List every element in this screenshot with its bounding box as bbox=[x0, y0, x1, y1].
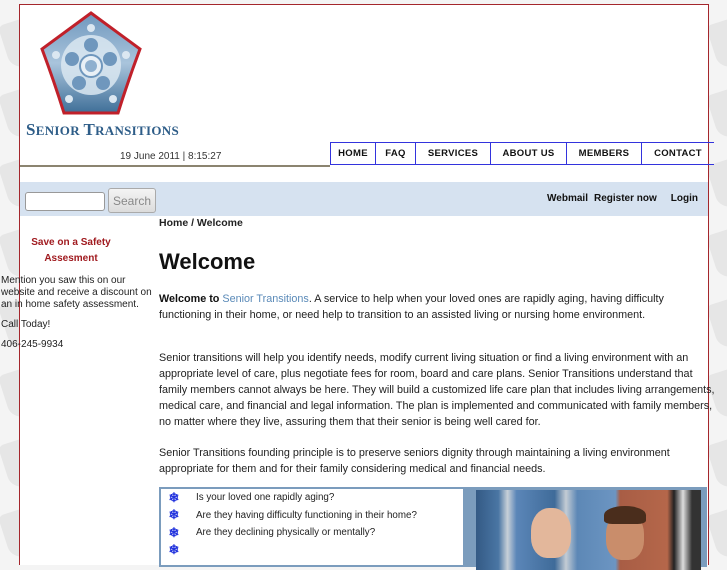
search-button[interactable]: Search bbox=[108, 188, 156, 213]
search-bar bbox=[20, 182, 708, 216]
account-links bbox=[547, 193, 698, 204]
senior-transitions-link[interactable]: Senior Transitions bbox=[222, 293, 309, 305]
promo-title[interactable]: Save on a Safety Assesment bbox=[31, 237, 111, 264]
sidebar bbox=[1, 235, 153, 351]
list-item bbox=[161, 524, 463, 542]
register-link[interactable]: Register now bbox=[593, 193, 657, 204]
question-text: Is your loved one rapidly aging? bbox=[196, 492, 335, 504]
photo-person bbox=[531, 508, 571, 558]
page-container bbox=[1, 4, 715, 565]
question-text: Are they declining physically or mentally? bbox=[196, 527, 376, 539]
snowflake-icon: ❄ bbox=[168, 542, 180, 558]
webmail-link[interactable]: Webmail bbox=[547, 193, 588, 204]
brand-name bbox=[26, 120, 179, 140]
phone-number: 406-245-9934 bbox=[1, 339, 64, 350]
list-item bbox=[161, 489, 463, 507]
brand-letter: S bbox=[26, 120, 36, 139]
promo-text: Mention you saw this on our website and receive a discount on an in home safety assessment. bbox=[1, 275, 152, 310]
brand-text: RANSITIONS bbox=[95, 123, 179, 138]
logo-icon[interactable] bbox=[36, 9, 146, 119]
nav-tab-home[interactable]: HOME bbox=[330, 143, 375, 164]
nav-tab-services[interactable]: SERVICES bbox=[415, 143, 490, 164]
principle-paragraph: Senior Transitions founding principle is to preserve seniors dignity through maintaining a living environment appropriate for them and for their family considering medical and financial needs. bbox=[159, 447, 670, 475]
snowflake-icon: ❄ bbox=[168, 524, 180, 540]
services-paragraph: Senior transitions will help you identify needs, modify current living situation or find a living environment with an appropriate level of care, plus negotiate fees for room, board and care plans. Senior Transitions understand that family members cannot always be here. They will build a customized life care plan that includes living arrangements, medical care, and financial and legal information. The plan is implemented and communicated with family members, no matter where they live, assuring them that their senior is being well cared for. bbox=[159, 352, 715, 428]
header-divider bbox=[20, 165, 330, 167]
nav-tab-faq[interactable]: FAQ bbox=[375, 143, 415, 164]
intro-text: . A service to help when your loved ones are rapidly aging, having difficulty functioning in their home, or need help to transition to an assisted living or nursing home environment. bbox=[159, 293, 664, 321]
brand-text: ENIOR bbox=[35, 123, 84, 138]
list-item bbox=[161, 507, 463, 525]
search-input[interactable] bbox=[25, 192, 105, 211]
nav-tab-contact[interactable]: CONTACT bbox=[641, 143, 714, 164]
question-text: Are they having difficulty functioning in their home? bbox=[196, 509, 417, 521]
questions-box bbox=[159, 487, 707, 567]
snowflake-icon: ❄ bbox=[168, 489, 180, 505]
list-item bbox=[161, 542, 463, 560]
nav-tab-members[interactable]: MEMBERS bbox=[566, 143, 641, 164]
snowflake-icon: ❄ bbox=[168, 507, 180, 523]
breadcrumb[interactable]: Home / Welcome bbox=[159, 217, 243, 229]
date-time: 19 June 2011 | 8:15:27 bbox=[120, 151, 222, 162]
page-title: Welcome bbox=[159, 249, 256, 274]
photo-detail bbox=[604, 506, 646, 524]
login-link[interactable]: Login bbox=[670, 193, 698, 204]
seniors-photo bbox=[476, 490, 701, 570]
intro-bold: Welcome to bbox=[159, 293, 223, 305]
questions-list bbox=[161, 489, 463, 565]
nav-tab-about-us[interactable]: ABOUT US bbox=[490, 143, 566, 164]
brand-letter: T bbox=[83, 120, 96, 139]
intro-paragraph bbox=[159, 291, 719, 323]
call-today: Call Today! bbox=[1, 319, 51, 330]
main-nav bbox=[330, 142, 714, 165]
